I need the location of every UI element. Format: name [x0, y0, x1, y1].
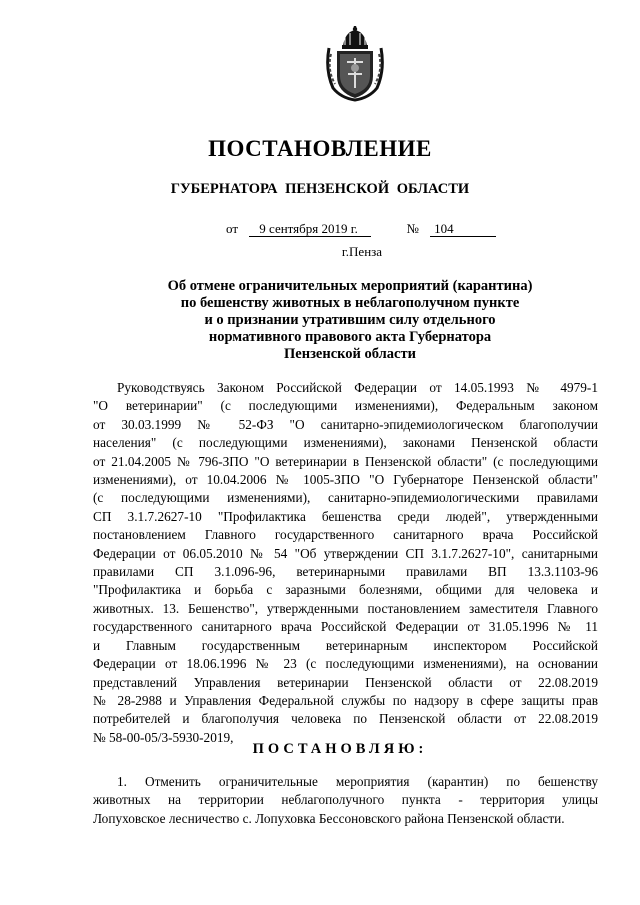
item-line: животных на территории неблагополучного пункта - территория улицы	[93, 792, 598, 808]
date-number-line	[226, 221, 496, 237]
issuer-heading: ГУБЕРНАТОРА ПЕНЗЕНСКОЙ ОБЛАСТИ	[170, 181, 470, 197]
preamble-line: № 58-00-05/3-5930-2019,	[93, 729, 234, 745]
date-label: от	[226, 221, 239, 236]
number-label: №	[406, 221, 419, 236]
subject-line: по бешенству животных в неблагополучном пункте	[180, 295, 520, 311]
preamble-line: Федерации от 18.06.1996 № 23 (с последующими изменениями), на основании	[93, 656, 598, 672]
preamble-line: потребителей и благополучия человека по Пензенской области от 22.08.2019	[93, 711, 598, 727]
preamble-line: представлений Управления ветеринарии Пензенской области от 22.08.2019	[93, 674, 598, 690]
preamble-line: животных. 13. Бешенство", утвержденными постановлением заместителя Главного	[93, 600, 598, 616]
preamble-line: Руководствуясь Законом Российской Федерации от 14.05.1993 № 4979-1	[117, 380, 598, 395]
city-label: г.Пенза	[341, 244, 383, 259]
number-value: 104	[430, 222, 496, 237]
document-type-title: ПОСТАНОВЛЕНИЕ	[208, 136, 432, 161]
preamble-line: населения" (с последующими изменениями), законами Пензенской области	[93, 435, 598, 451]
preamble-line: "О ветеринарии" (с последующими изменениями), Федеральным законом	[93, 398, 598, 414]
decree-subject	[120, 278, 580, 363]
subject-line: Пензенской области	[284, 346, 416, 362]
subject-line: Об отмене ограничительных мероприятий (карантина)	[167, 278, 533, 294]
preamble-line: правилами СП 3.1.096-96, ветеринарными правилами ВП 13.3.1103-96	[93, 564, 598, 580]
preamble-line: СП 3.1.7.2627-10 "Профилактика бешенства среди людей", утвержденными	[93, 508, 598, 524]
coat-of-arms-icon	[323, 26, 387, 102]
preamble-line: № 28-2988 и Управления Федеральной службы по надзору в сфере защиты прав	[93, 692, 598, 708]
preamble-line: изменениями), от 10.04.2006 № 1005-ЗПО "О Губернаторе Пензенской области"	[93, 472, 598, 488]
preamble-line: (с последующими изменениями), санитарно-эпидемиологическими правилами	[93, 490, 598, 506]
preamble-line: постановлением Главного государственного санитарного врача Российской	[93, 527, 598, 543]
preamble-line: "Профилактика и борьба с заразными болезнями, общими для человека и	[93, 582, 598, 598]
decree-heading: ПОСТАНОВЛЯЮ:	[252, 741, 428, 757]
preamble-line: государственного санитарного врача Российской Федерации от 31.05.1996 № 11	[93, 619, 598, 635]
preamble-paragraph	[93, 379, 598, 747]
decree-item-1	[93, 773, 598, 828]
date-value: 9 сентября 2019 г.	[249, 222, 371, 237]
subject-line: и о признании утратившим силу отдельного	[204, 312, 496, 328]
preamble-line: от 21.04.2005 № 796-ЗПО "О ветеринарии в Пензенской области" (с последующими	[93, 453, 598, 469]
preamble-line: от 30.03.1999 № 52-ФЗ "О санитарно-эпидемиологическом благополучии	[93, 416, 598, 432]
item-line: Лопуховское лесничество с. Лопуховка Бессоновского района Пензенской области.	[93, 810, 565, 826]
preamble-line: и Главным государственным ветеринарным инспектором Российской	[93, 637, 598, 653]
preamble-line: Федерации от 06.05.2010 № 54 "Об утверждении СП 3.1.7.2627-10", санитарными	[93, 545, 598, 561]
item-line: 1. Отменить ограничительные мероприятия (карантин) по бешенству	[117, 774, 598, 789]
subject-line: нормативного правового акта Губернатора	[208, 329, 492, 345]
